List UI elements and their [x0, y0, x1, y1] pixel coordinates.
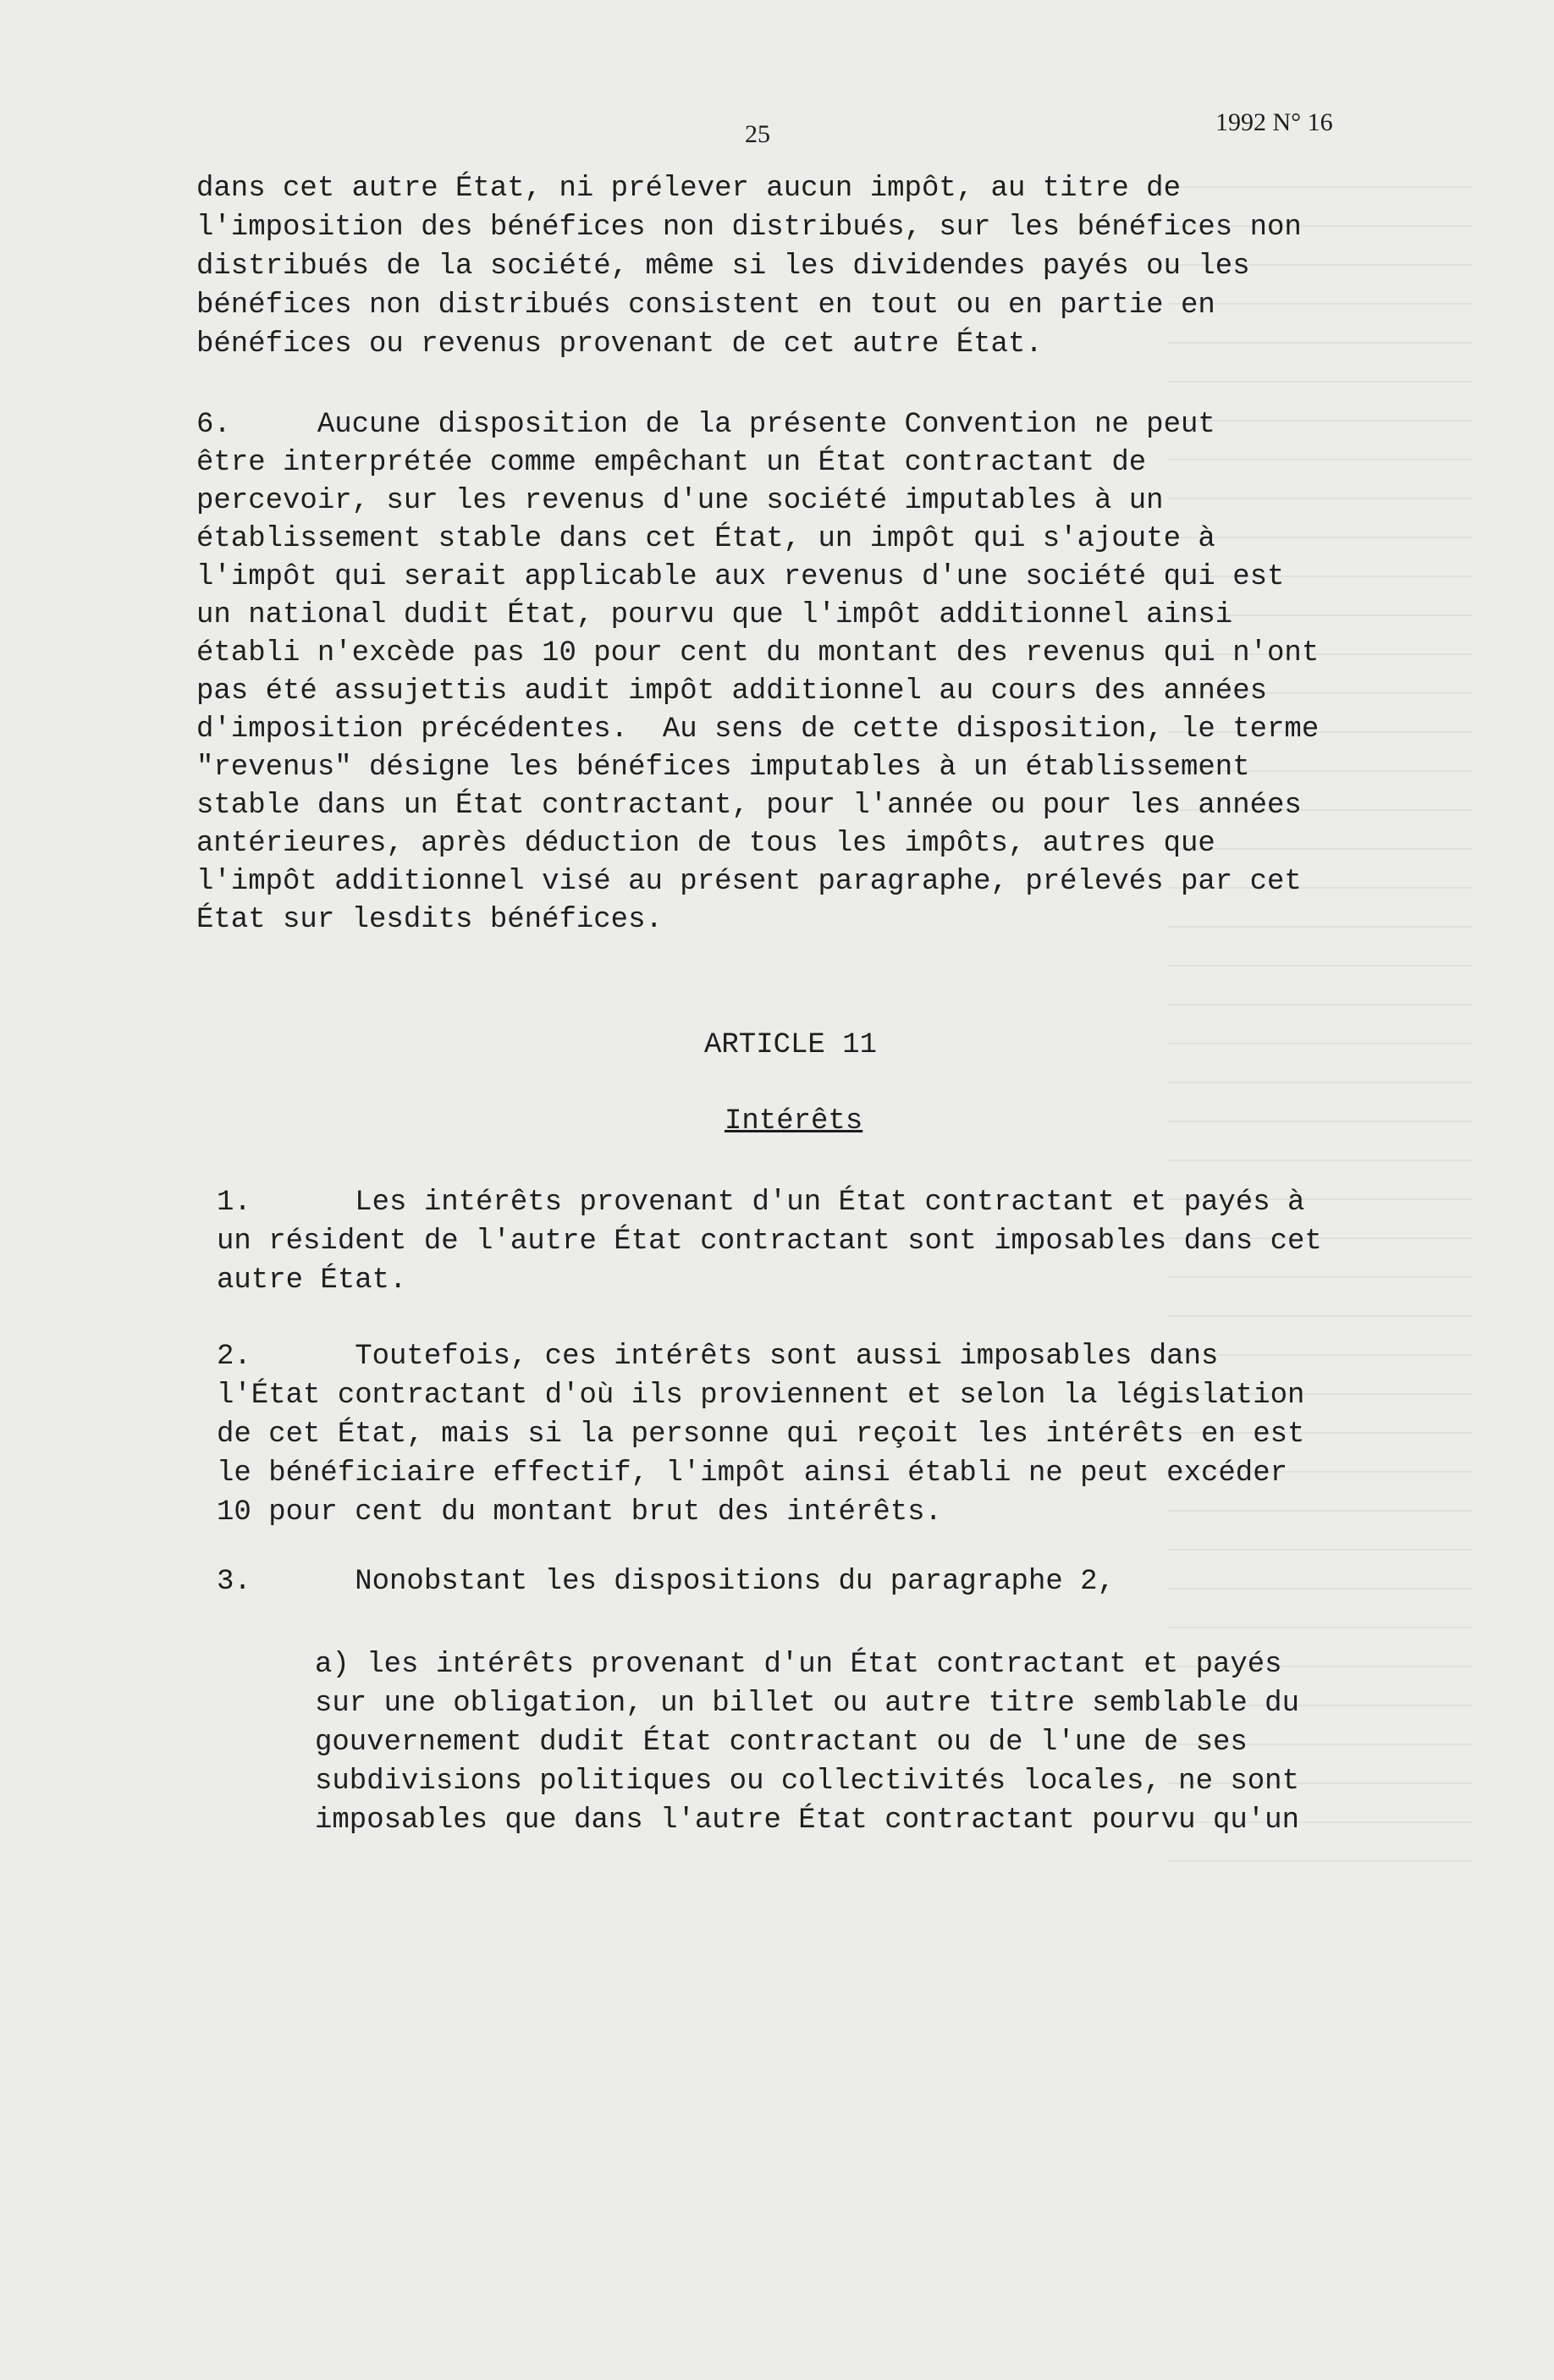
document-reference: 1992 N° 16: [1215, 108, 1333, 136]
article-paragraph-2: 2. Toutefois, ces intérêts sont aussi imposables dans l'État contractant d'où ils proviennent et selon la législation de cet État, mais si la personne qui reçoit les intérêts en est le bénéficiaire effectif, l'impôt ainsi établi ne peut excéder 10 pour cent du montant brut des intérêts.: [217, 1341, 1305, 1529]
article-paragraph-1: 1. Les intérêts provenant d'un État contractant et payés à un résident de l'autre État contractant sont imposables dans cet autre État.: [217, 1187, 1322, 1297]
article-paragraph-3: 3. Nonobstant les dispositions du paragraphe 2,: [217, 1566, 1115, 1598]
article-paragraph-3a: a) les intérêts provenant d'un État contractant et payés sur une obligation, un billet ou autre titre semblable du gouvernement dudit État contractant ou de l'une de ses subdivisions politiques ou collectivités locales, ne sont imposables que dans l'autre État contractant pourvu qu'un: [315, 1649, 1299, 1837]
page-number: 25: [745, 120, 770, 148]
paragraph-continuation: dans cet autre État, ni prélever aucun impôt, au titre de l'imposition des bénéfices non distribués, sur les bénéfices non distribués de la société, même si les dividendes payés ou les bénéfices non distribués consistent en tout ou en partie en bénéfices ou revenus provenant de cet autre État.: [196, 173, 1302, 361]
article-title: ARTICLE 11: [704, 1029, 878, 1061]
article-subtitle: Intérêts: [725, 1105, 863, 1138]
paragraph-6: 6. Aucune disposition de la présente Convention ne peut être interprétée comme empêchant un État contractant de percevoir, sur les revenus d'une société imputables à un établissement stable dans cet État, un impôt qui s'ajoute à l'impôt qui serait applicable aux revenus d'une société qui est un national dudit État, pourvu que l'impôt additionnel ainsi établi n'excède pas 10 pour cent du montant des revenus qui n'ont pas été assujettis audit impôt additionnel au cours des années d'imposition précédentes. Au sens de cette disposition, le terme "revenus" désigne les bénéfices imputables à un établissement stable dans un État contractant, pour l'année ou pour les années antérieures, après déduction de tous les impôts, autres que l'impôt additionnel visé au présent paragraphe, prélevés par cet État sur lesdits bénéfices.: [196, 409, 1320, 936]
